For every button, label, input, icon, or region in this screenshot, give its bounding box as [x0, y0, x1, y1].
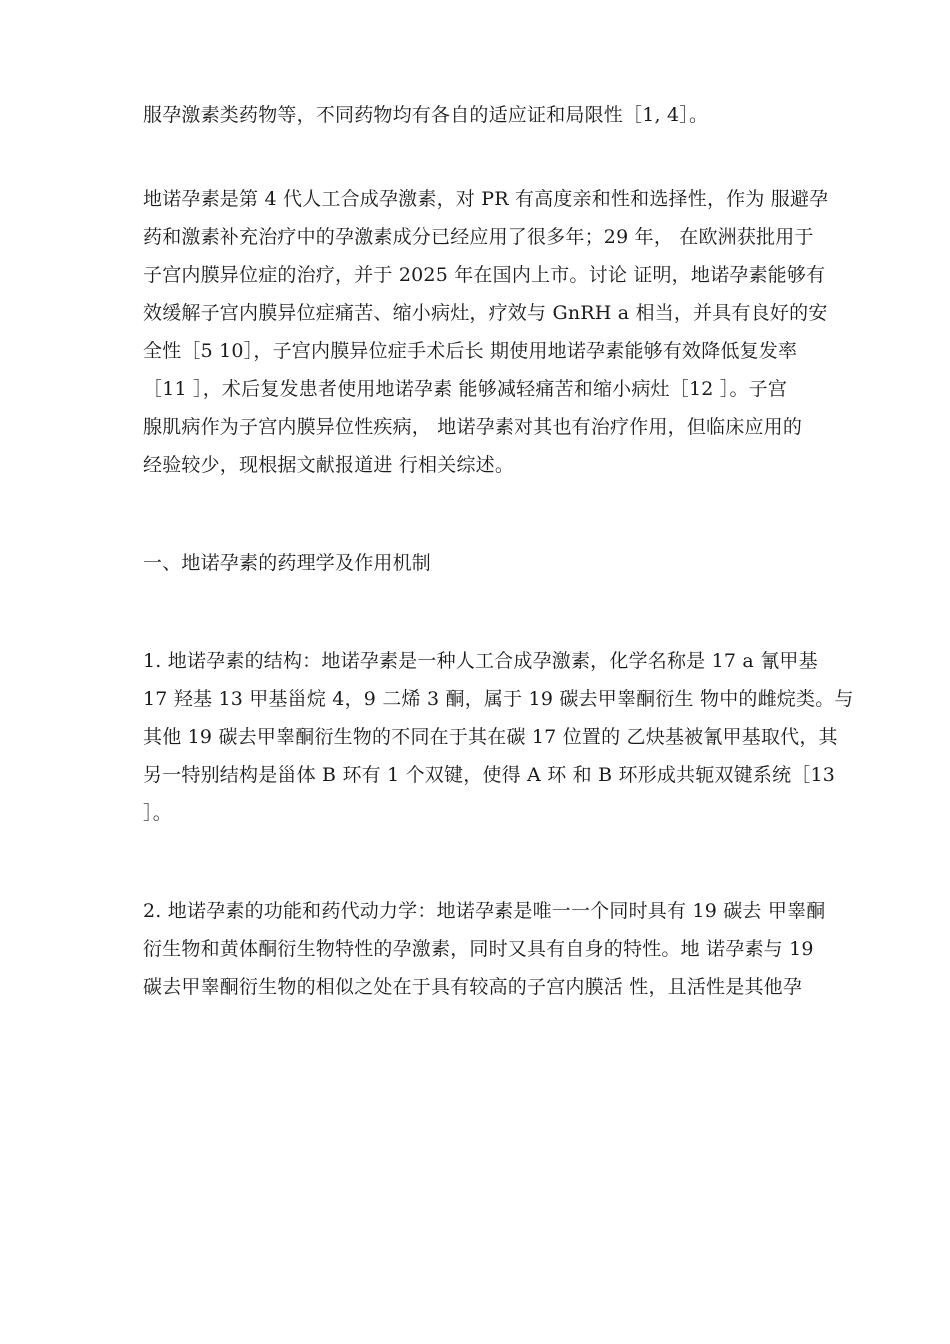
section-heading-text: 一、地诺孕素的药理学及作用机制	[143, 552, 432, 574]
text-line: 地诺孕素是第 4 代人工合成孕激素，对 PR 有高度亲和性和选择性，作为 服避孕	[143, 188, 829, 210]
text-line: 服孕激素类药物等，不同药物均有各自的适应证和局限性［1, 4］。	[143, 104, 709, 126]
text-line: 腺肌病作为子宫内膜异位性疾病， 地诺孕素对其也有治疗作用，但临床应用的	[143, 416, 803, 438]
document-page	[143, 96, 854, 1006]
paragraph-intro-continuation	[143, 96, 823, 134]
text-line: 全性［5 10］，子宫内膜异位症手术后长 期使用地诺孕素能够有效降低复发率	[143, 340, 798, 362]
text-line: 另一特别结构是甾体 B 环有 1 个双键，使得 A 环 和 B 环形成共轭双键系统［13	[143, 764, 836, 786]
paragraph-structure	[143, 642, 854, 832]
text-line: 子宫内膜异位症的治疗，并于 2025 年在国内上市。讨论 证明，地诺孕素能够有	[143, 264, 826, 286]
text-line: 17 羟基 13 甲基甾烷 4，9 二烯 3 酮，属于 19 碳去甲睾酮衍生 物中的雌烷类。与	[143, 688, 854, 710]
text-line: 2. 地诺孕素的功能和药代动力学：地诺孕素是唯一一个同时具有 19 碳去 甲睾酮	[143, 900, 826, 922]
text-line: 其他 19 碳去甲睾酮衍生物的不同在于其在碳 17 位置的 乙炔基被氰甲基取代，其	[143, 726, 838, 748]
paragraph-pharmacokinetics	[143, 892, 826, 1006]
text-line: 效缓解子宫内膜异位症痛苦、缩小病灶，疗效与 GnRH a 相当，并具有良好的安	[143, 302, 828, 324]
section-heading	[143, 544, 823, 582]
text-line: 1. 地诺孕素的结构：地诺孕素是一种人工合成孕激素，化学名称是 17 a 氰甲基	[143, 650, 818, 672]
text-line: ［11 ］，术后复发患者使用地诺孕素 能够减轻痛苦和缩小病灶［12 ］。子宫	[143, 378, 788, 400]
text-line: 经验较少，现根据文献报道进 行相关综述。	[143, 454, 515, 476]
text-line: 衍生物和黄体酮衍生物特性的孕激素，同时又具有自身的特性。地 诺孕素与 19	[143, 938, 814, 960]
text-line: ］。	[143, 802, 172, 824]
text-line: 碳去甲睾酮衍生物的相似之处在于具有较高的子宫内膜活 性，且活性是其他孕	[143, 976, 803, 998]
text-line: 药和激素补充治疗中的孕激素成分已经应用了很多年；29 年， 在欧洲获批用于	[143, 226, 814, 248]
paragraph-dienogest-overview	[143, 180, 829, 484]
